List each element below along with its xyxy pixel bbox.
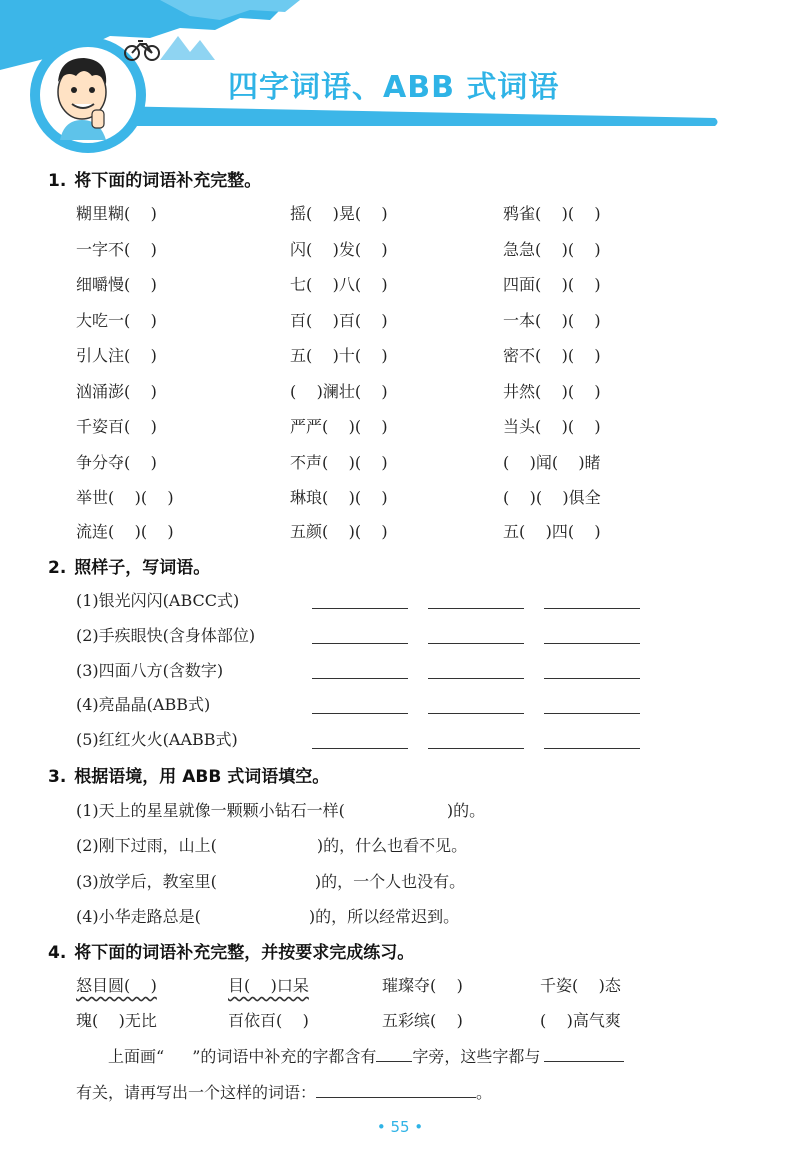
instruction-text: ”的词语中补充的字都含有 [192, 1047, 377, 1066]
q3-item [76, 869, 465, 892]
q1-item[interactable]: ( )澜壮( ) [290, 382, 388, 401]
q2-prompt: (4)亮晶晶(ABB式) [76, 695, 211, 714]
q1-item[interactable]: 五( )十( ) [290, 346, 388, 365]
q1-item[interactable]: 汹涌澎( ) [76, 382, 157, 401]
q4-item[interactable]: 百依百( ) [228, 1011, 309, 1030]
answer-blank[interactable] [376, 1061, 412, 1062]
q1-item[interactable]: 琳琅( )( ) [290, 488, 388, 507]
q1-item[interactable]: 密不( )( ) [503, 346, 601, 365]
answer-blank[interactable] [428, 748, 524, 749]
answer-blank[interactable] [312, 748, 408, 749]
question-3-text: 根据语境，用 ABB 式词语填空。 [74, 767, 330, 787]
answer-blank[interactable] [544, 608, 640, 609]
wavy-mark-sample [164, 1047, 192, 1066]
question-1-text: 将下面的词语补充完整。 [74, 171, 262, 191]
header-banner [0, 0, 800, 160]
q1-item[interactable]: 五颜( )( ) [290, 522, 388, 541]
q3-text-before: (2)刚下过雨，山上( [76, 836, 217, 855]
instruction-text: 。 [476, 1083, 493, 1102]
answer-blank[interactable] [312, 678, 408, 679]
answer-blank[interactable] [544, 678, 640, 679]
page-title: 四字词语、ABB 式词语 [228, 70, 560, 105]
answer-blank[interactable] [544, 643, 640, 644]
q2-prompt: (3)四面八方(含数字) [76, 661, 224, 680]
q1-item[interactable]: 大吃一( ) [76, 311, 157, 330]
q1-item[interactable]: 流连( )( ) [76, 522, 174, 541]
q3-item [76, 833, 467, 856]
q4-instruction-line-1 [108, 1044, 624, 1067]
answer-blank[interactable] [544, 748, 640, 749]
q4-instruction-line-2 [76, 1080, 492, 1103]
q1-item[interactable]: 严严( )( ) [290, 417, 388, 436]
q1-item[interactable]: 百( )百( ) [290, 311, 388, 330]
q1-item[interactable]: 当头( )( ) [503, 417, 601, 436]
question-3-heading [48, 762, 329, 787]
q1-item[interactable]: 一本( )( ) [503, 311, 601, 330]
question-1-heading [48, 166, 261, 191]
answer-blank[interactable] [544, 713, 640, 714]
q4-item[interactable]: ( )高气爽 [540, 1011, 621, 1030]
question-4-heading [48, 938, 414, 963]
question-1-number: 1. [48, 171, 67, 191]
q1-item[interactable]: ( )闻( )睹 [503, 453, 601, 472]
q3-text-before: (3)放学后，教室里( [76, 872, 217, 891]
question-2-heading [48, 553, 210, 578]
q4-item-wavy[interactable]: 怒目圆( ) [76, 976, 157, 995]
page-number: • 55 • [376, 1118, 424, 1136]
q1-item[interactable]: 鸦雀( )( ) [503, 204, 601, 223]
q2-prompt: (2)手疾眼快(含身体部位) [76, 626, 256, 645]
q3-text-before: (4)小华走路总是( [76, 907, 201, 926]
q3-text-after: )的，一个人也没有。 [314, 872, 466, 891]
q1-item[interactable]: 举世( )( ) [76, 488, 174, 507]
q1-item[interactable]: 细嚼慢( ) [76, 275, 157, 294]
question-4-number: 4. [48, 943, 67, 963]
instruction-text: 上面画“ [108, 1047, 165, 1066]
question-2-text: 照样子，写词语。 [74, 558, 211, 578]
answer-blank[interactable] [428, 608, 524, 609]
q1-item[interactable]: 一字不( ) [76, 240, 157, 259]
q1-item[interactable]: 闪( )发( ) [290, 240, 388, 259]
q1-item[interactable]: 摇( )晃( ) [290, 204, 388, 223]
q4-item[interactable]: 璀璨夺( ) [382, 976, 463, 995]
question-2-number: 2. [48, 558, 67, 578]
q1-item[interactable]: 不声( )( ) [290, 453, 388, 472]
q3-text-before: (1)天上的星星就像一颗颗小钻石一样( [76, 801, 345, 820]
q4-item[interactable]: 五彩缤( ) [382, 1011, 463, 1030]
q4-item-wavy[interactable]: 目( )口呆 [228, 976, 309, 995]
q1-item[interactable]: 井然( )( ) [503, 382, 601, 401]
q1-item[interactable]: 糊里糊( ) [76, 204, 157, 223]
answer-blank[interactable] [316, 1097, 476, 1098]
answer-blank[interactable] [428, 713, 524, 714]
q1-item[interactable]: 争分夺( ) [76, 453, 157, 472]
answer-blank[interactable] [428, 678, 524, 679]
instruction-text: 字旁，这些字都与 [412, 1047, 541, 1066]
q2-prompt: (1)银光闪闪(ABCC式) [76, 591, 240, 610]
instruction-text: 有关，请再写出一个这样的词语： [76, 1083, 317, 1102]
boy-character-icon [58, 58, 106, 140]
q4-item[interactable]: 瑰( )无比 [76, 1011, 157, 1030]
q3-item [76, 798, 485, 821]
answer-blank[interactable] [544, 1061, 624, 1062]
q1-item[interactable]: 七( )八( ) [290, 275, 388, 294]
answer-blank[interactable] [312, 713, 408, 714]
answer-blank[interactable] [428, 643, 524, 644]
q3-item [76, 904, 459, 927]
question-3-number: 3. [48, 767, 67, 787]
q1-item[interactable]: 急急( )( ) [503, 240, 601, 259]
q1-item[interactable]: ( )( )俱全 [503, 488, 601, 507]
answer-blank[interactable] [312, 643, 408, 644]
q1-item[interactable]: 千姿百( ) [76, 417, 157, 436]
q2-prompt: (5)红红火火(AABB式) [76, 730, 238, 749]
answer-blank[interactable] [312, 608, 408, 609]
q3-text-after: )的，所以经常迟到。 [308, 907, 460, 926]
question-4-text: 将下面的词语补充完整，并按要求完成练习。 [74, 943, 415, 963]
q1-item[interactable]: 引人注( ) [76, 346, 157, 365]
q3-text-after: )的。 [446, 801, 486, 820]
q4-item[interactable]: 千姿( )态 [540, 976, 621, 995]
q1-item[interactable]: 四面( )( ) [503, 275, 601, 294]
q1-item[interactable]: 五( )四( ) [503, 522, 601, 541]
q3-text-after: )的，什么也看不见。 [316, 836, 468, 855]
